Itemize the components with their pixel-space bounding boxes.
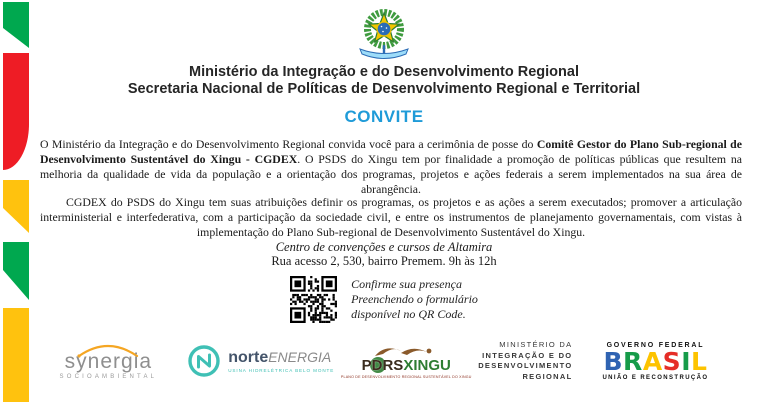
pdrs-xingu-art-icon	[371, 344, 441, 358]
paragraph1-bold-committee: Comitê Gestor do Plano Sub-regional de Desenvolvimento Sustentável do Xingu - CGDEX	[40, 137, 742, 166]
xingu-wordmark: XINGU	[403, 356, 451, 374]
uniao-reconstrucao-label: UNIÃO E RECONSTRUÇÃO	[602, 374, 709, 381]
synergia-wordmark: synergia	[64, 349, 153, 373]
midr-line4: REGIONAL	[522, 371, 573, 381]
governo-federal-logo	[602, 342, 708, 381]
invite-heading: CONVITE	[344, 107, 424, 126]
pdrs-wordmark: PDRS	[361, 356, 404, 374]
midr-line3: DESENVOLVIMENTO	[478, 361, 573, 370]
secretariat-subtitle: Secretaria Nacional de Políticas de Desenvolvimento Regional e Territorial	[127, 81, 641, 97]
governo-federal-label: GOVERNO FEDERAL	[606, 341, 705, 349]
paragraph1-text-before: O Ministério da Integração e do Desenvolvimento Regional convida você para a cerimônia de posse do	[40, 137, 537, 151]
rsvp-instructions	[351, 277, 478, 322]
rsvp-line3: disponível no QR Code.	[351, 307, 466, 321]
energia-wordmark: ENERGIA	[268, 349, 332, 365]
paragraph1-text-after: . O PSDS do Xingu tem por finalidade a promoção de políticas públicas que resultem na melhoria da qualidade de vida da população e a orientação dos programas, projetos e ações federais a serem implementados na sua área de abrangência.	[40, 152, 743, 196]
qr-code	[290, 276, 337, 323]
synergia-logo	[60, 343, 158, 380]
midr-line1: MINISTÉRIO DA	[499, 340, 573, 349]
synergia-tagline: SOCIOAMBIENTAL	[59, 373, 158, 380]
norte-energia-n-icon	[187, 344, 221, 378]
strip-yellow-triangle-icon	[3, 208, 29, 233]
event-venue: Centro de convenções e cursos de Altamira	[275, 240, 493, 254]
brazil-coat-of-arms-icon	[0, 5, 768, 68]
event-address: Rua acesso 2, 530, bairro Premem. 9h às 12h	[271, 254, 497, 268]
ministry-title: Ministério da Integração e do Desenvolvimento Regional	[189, 64, 579, 80]
strip-yellow-block-icon	[3, 180, 29, 208]
attributions-paragraph: CGDEX do PSDS do Xingu tem suas atribuições definir os programas, os projetos e as ações a serem executados; promover a articulação interministerial e interfederativa, com a participação da sociedade civil, e entre os instrumentos de planejamento governamentais, com vistas à implementação do Plano Sub-regional de Desenvolvimento Sustentável do Xingu.	[40, 195, 742, 239]
brasil-wordmark: BRASIL	[603, 346, 708, 376]
norte-wordmark: norte	[228, 349, 269, 366]
rsvp-block	[0, 276, 768, 323]
rsvp-line2: Preenchendo o formulário	[351, 292, 478, 306]
rsvp-line1: Confirme sua presença	[351, 277, 462, 291]
partner-logos-row	[0, 330, 768, 392]
midr-logo	[478, 340, 572, 382]
norte-energia-logo	[187, 344, 334, 378]
pdrs-xingu-logo	[340, 344, 472, 379]
invitation-paragraph	[40, 137, 742, 197]
norte-energia-tagline: USINA HIDRELÉTRICA BELO MONTE	[228, 368, 335, 373]
midr-line2: INTEGRAÇÃO E DO	[482, 350, 573, 360]
pdrs-xingu-tagline: PLANO DE DESENVOLVIMENTO REGIONAL SUSTENTÁVEL DO XINGU	[340, 374, 472, 379]
